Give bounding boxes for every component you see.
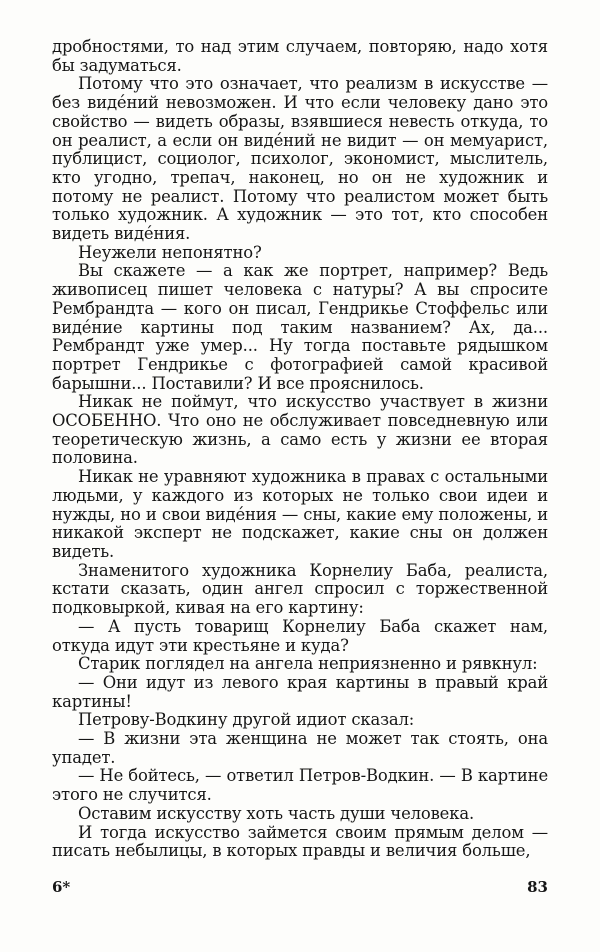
paragraph: дробностями, то над этим случаем, повторяю, надо хотя бы задуматься. — [52, 37, 548, 75]
paragraph: — Они идут из левого края картины в правый край картины! — [52, 672, 548, 711]
paragraph: Оставим искусству хоть часть души человека. — [78, 803, 475, 823]
page-text — [52, 38, 548, 861]
page-number: 83 — [527, 878, 548, 896]
paragraph: Потому что это означает, что реализм в искусстве — без видéний невозможен. И что если человеку дано это свойство — видеть образы, взявшиеся невесть откуда, то он реалист, а если он видéний не видит — он мемуарист, публицист, социолог, психолог, экономист, мыслитель, кто угодно, трепач, наконец, но он не художник и потому не реалист. Потому что реалистом может быть только художник. А художник — это тот, кто способен видеть видéния. — [52, 74, 548, 244]
page-footer — [52, 878, 548, 896]
paragraph: Неужели непонятно? — [78, 242, 262, 262]
paragraph: Вы скажете — а как же портрет, например? Ведь живописец пишет человека с натуры? А вы спросите Рембрандта — кого он писал, Гендрикье Стоффельс или видéние картины под таким названием? Ах, да... Рембрандт уже умер... Ну тогда поставьте рядышком портрет Гендрикье с фотографией самой красивой барышни... Поставили? И все прояснилось. — [52, 261, 548, 393]
paragraph: Никак не уравняют художника в правах с остальными людьми, у каждого из которых не только свои идеи и нужды, но и свои видéния — сны, какие ему положены, и никакой эксперт не подскажет, какие сны он должен видеть. — [52, 467, 548, 561]
paragraph: Старик поглядел на ангела неприязненно и рявкнул: — [78, 654, 538, 674]
signature-mark: 6* — [52, 878, 71, 896]
paragraph: И тогда искусство займется своим прямым делом — писать небылицы, в которых правды и величия больше, — [52, 822, 548, 861]
paragraph: — Не бойтесь, — ответил Петров-Водкин. — В картине этого не случится. — [52, 766, 548, 805]
paragraph: Никак не поймут, что искусство участвует в жизни ОСОБЕННО. Что оно не обслуживает повседневную или теоретическую жизнь, а само есть у жизни ее вторая половина. — [52, 392, 548, 468]
paragraph: Знаменитого художника Корнелиу Баба, реалиста, кстати сказать, один ангел спросил с торжественной подковыркой, кивая на его картину: — [52, 560, 548, 618]
paragraph: Петрову-Водкину другой идиот сказал: — [78, 710, 415, 730]
paragraph: — А пусть товарищ Корнелиу Баба скажет нам, откуда идут эти крестьяне и куда? — [52, 616, 548, 655]
paragraph: — В жизни эта женщина не может так стоять, она упадет. — [52, 729, 548, 767]
